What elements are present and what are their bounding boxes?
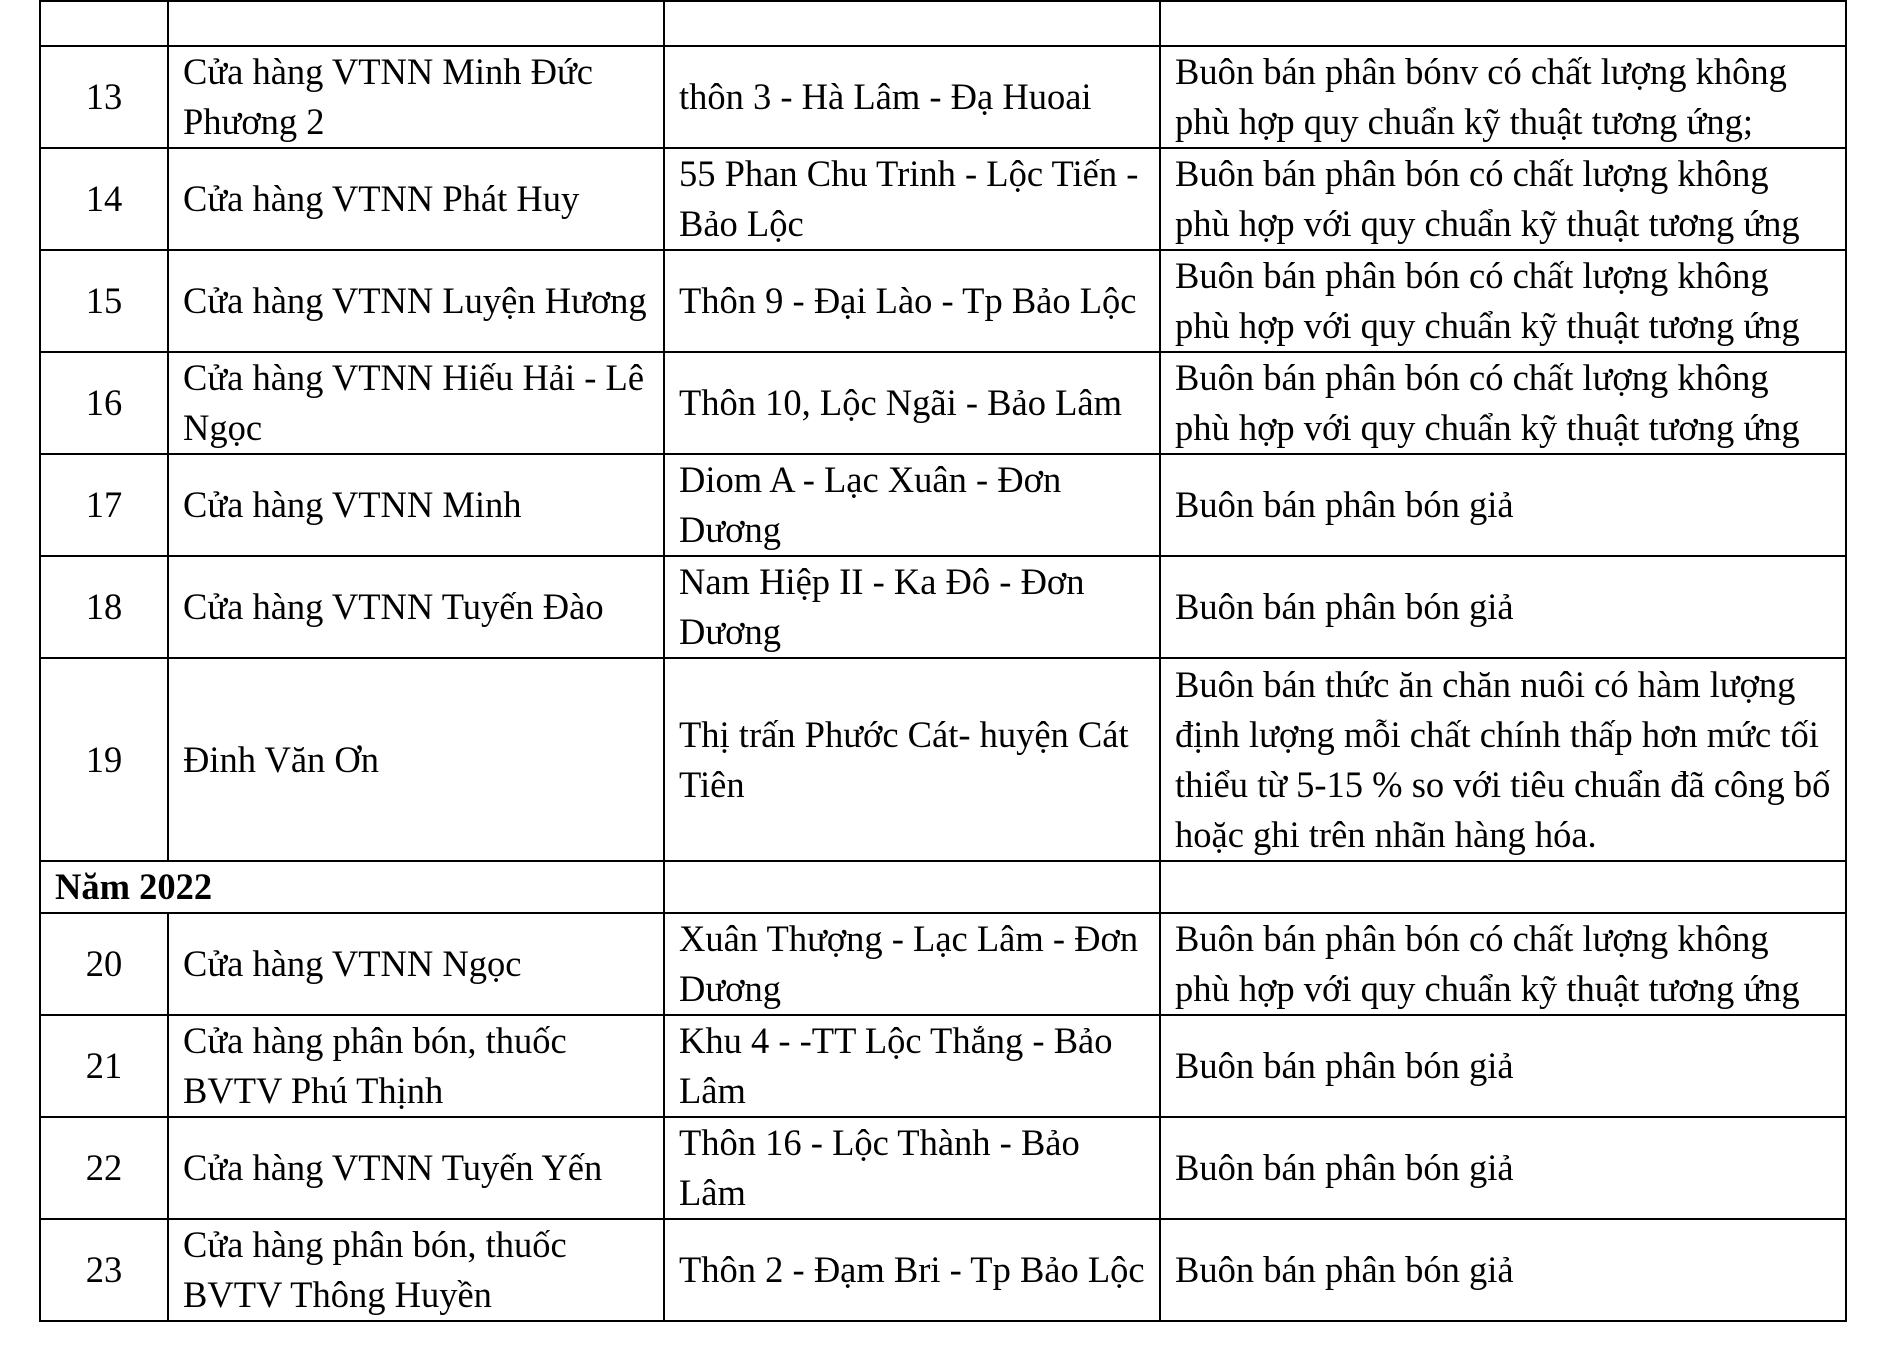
violation-cell: Buôn bán phân bón giả <box>1160 1015 1846 1117</box>
stt-cell: 20 <box>40 913 168 1015</box>
address-cell <box>664 861 1160 913</box>
table-row <box>40 1219 1846 1321</box>
name-cell: Cửa hàng phân bón, thuốc BVTV Phú Thịnh <box>168 1015 664 1117</box>
table-row <box>40 454 1846 556</box>
table-row <box>40 352 1846 454</box>
violation-cell: Buôn bán phân bón giả <box>1160 454 1846 556</box>
table-row <box>40 913 1846 1015</box>
violation-cell <box>1160 861 1846 913</box>
address-cell: Xuân Thượng - Lạc Lâm - Đơn Dương <box>664 913 1160 1015</box>
table-row <box>40 1015 1846 1117</box>
address-cell: Nam Hiệp II - Ka Đô - Đơn Dương <box>664 556 1160 658</box>
table-row <box>40 148 1846 250</box>
stt-cell: 17 <box>40 454 168 556</box>
stt-cell: 21 <box>40 1015 168 1117</box>
stt-cell: 16 <box>40 352 168 454</box>
violation-cell: Buôn bán phân bón có chất lượng không phù hợp với quy chuẩn kỹ thuật tương ứng <box>1160 913 1846 1015</box>
address-cell <box>664 1 1160 46</box>
address-cell: Diom A - Lạc Xuân - Đơn Dương <box>664 454 1160 556</box>
name-cell: Cửa hàng VTNN Luyện Hương <box>168 250 664 352</box>
violation-cell <box>1160 1 1846 46</box>
section-year-row <box>40 861 1846 913</box>
table-row <box>40 556 1846 658</box>
name-cell: Cửa hàng VTNN Hiếu Hải - Lê Ngọc <box>168 352 664 454</box>
table-row <box>40 250 1846 352</box>
address-cell: Thôn 10, Lộc Ngãi - Bảo Lâm <box>664 352 1160 454</box>
stt-cell: 18 <box>40 556 168 658</box>
name-cell: Cửa hàng VTNN Phát Huy <box>168 148 664 250</box>
table-row <box>40 1117 1846 1219</box>
name-cell: Cửa hàng VTNN Minh <box>168 454 664 556</box>
stt-cell <box>40 1 168 46</box>
violation-cell: Buôn bán phân bón có chất lượng không phù hợp với quy chuẩn kỹ thuật tương ứng <box>1160 352 1846 454</box>
violation-cell: Buôn bán phân bón giả <box>1160 556 1846 658</box>
name-cell: Đinh Văn Ơn <box>168 658 664 861</box>
name-cell: Cửa hàng VTNN Tuyến Yến <box>168 1117 664 1219</box>
stt-cell: 19 <box>40 658 168 861</box>
violation-cell: Buôn bán phân bón có chất lượng không phù hợp với quy chuẩn kỹ thuật tương ứng <box>1160 250 1846 352</box>
violations-table-container <box>39 0 1845 1322</box>
table-row <box>40 658 1846 861</box>
section-year-heading: Năm 2022 <box>40 861 664 913</box>
violation-cell: Buôn bán phân bón giả <box>1160 1219 1846 1321</box>
address-cell: Thôn 9 - Đại Lào - Tp Bảo Lộc <box>664 250 1160 352</box>
stt-cell: 13 <box>40 46 168 148</box>
table-row <box>40 46 1846 148</box>
address-cell: 55 Phan Chu Trinh - Lộc Tiến - Bảo Lộc <box>664 148 1160 250</box>
name-cell: Cửa hàng phân bón, thuốc BVTV Thông Huyền <box>168 1219 664 1321</box>
name-cell: Cửa hàng VTNN Ngọc <box>168 913 664 1015</box>
name-cell: Cửa hàng VTNN Tuyến Đào <box>168 556 664 658</box>
address-cell: Khu 4 - -TT Lộc Thắng - Bảo Lâm <box>664 1015 1160 1117</box>
violation-cell: Buôn bán phân bónv có chất lượng không phù hợp quy chuẩn kỹ thuật tương ứng; <box>1160 46 1846 148</box>
address-cell: Thị trấn Phước Cát- huyện Cát Tiên <box>664 658 1160 861</box>
name-cell <box>168 1 664 46</box>
violation-cell: Buôn bán thức ăn chăn nuôi có hàm lượng định lượng mỗi chất chính thấp hơn mức tối thiểu từ 5-15 % so với tiêu chuẩn đã công bố hoặc ghi trên nhãn hàng hóa. <box>1160 658 1846 861</box>
stt-cell: 22 <box>40 1117 168 1219</box>
stt-cell: 23 <box>40 1219 168 1321</box>
violations-table <box>39 0 1847 1322</box>
violation-cell: Buôn bán phân bón giả <box>1160 1117 1846 1219</box>
name-cell: Cửa hàng VTNN Minh Đức Phương 2 <box>168 46 664 148</box>
violation-cell: Buôn bán phân bón có chất lượng không phù hợp với quy chuẩn kỹ thuật tương ứng <box>1160 148 1846 250</box>
address-cell: thôn 3 - Hà Lâm - Đạ Huoai <box>664 46 1160 148</box>
address-cell: Thôn 2 - Đạm Bri - Tp Bảo Lộc <box>664 1219 1160 1321</box>
address-cell: Thôn 16 - Lộc Thành - Bảo Lâm <box>664 1117 1160 1219</box>
table-row-top-partial <box>40 1 1846 46</box>
stt-cell: 15 <box>40 250 168 352</box>
stt-cell: 14 <box>40 148 168 250</box>
